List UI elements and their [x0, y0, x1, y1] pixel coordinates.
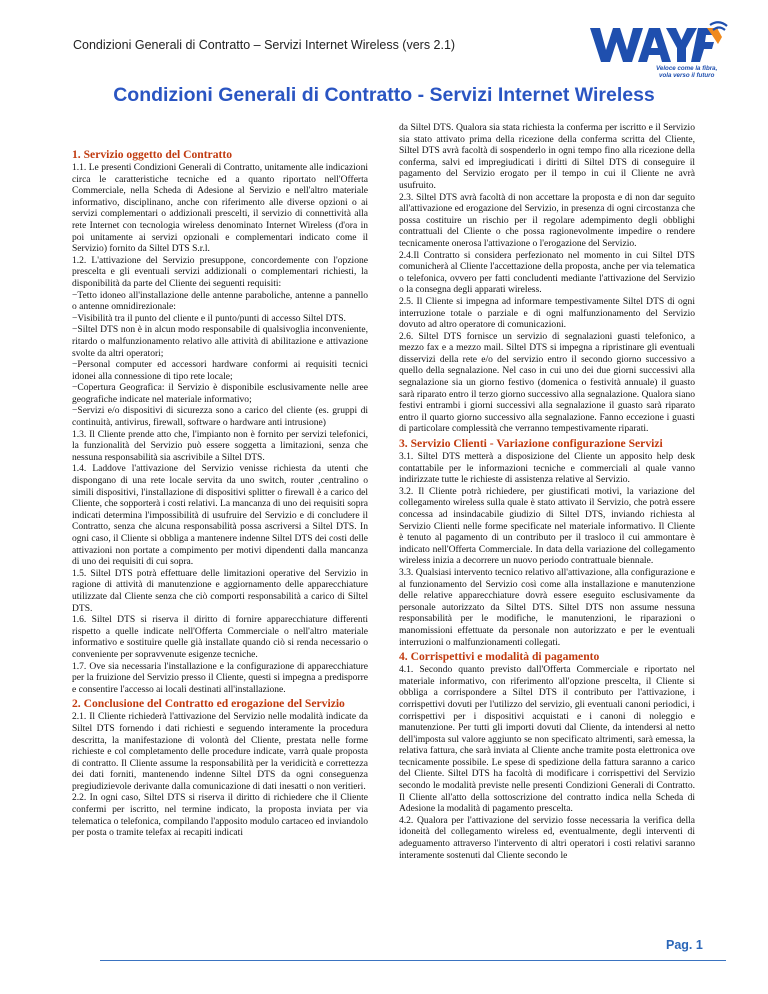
paragraph: 1.1. Le presenti Condizioni Generali di Contratto, unitamente alle indicazioni circa le caratteristiche tecniche ed a quanto riportato nell'Offerta Commerciale, nella Scheda di Adesione al Servizio e nell'altro materiale informativo, disciplinano, anche con riferimento alle diverse opzioni o ai servizi complementari o addizionali prescelti, il servizio di connettività alla rete Internet con tecnologia wireless denominato Internet Wireless (d'ora in poi unitamente ai servizi opzionali e complementari indicato come il Servizio) fornito da Siltel DTS S.r.l. — [72, 162, 368, 255]
paragraph: 1.5. Siltel DTS potrà effettuare delle limitazioni operative del Servizio in ragione di attività di manutenzione e aggiornamento delle apparecchiature utilizzate dal Cliente senza che ciò comporti responsabilità a carico di Siltel DTS. — [72, 567, 368, 614]
paragraph: 2.2. In ogni caso, Siltel DTS si riserva il diritto di richiedere che il Cliente confermi per iscritto, nel termine indicato, la proposta inviata per via telematica o telefonica, compilando l'apposito modulo cartaceo ed inviandolo per posta o tramite telefax ai recapiti indicati — [72, 792, 368, 839]
section-heading: 1. Servizio oggetto del Contratto — [72, 148, 233, 161]
paragraph: 2.3. Siltel DTS avrà facoltà di non accettare la proposta e di non dar seguito all'attivazione ed erogazione del Servizio, in presenza di ogni circostanza che possa costituire un rischio per il regolare adempimento degli obblighi contrattuali del Cliente o che possa ragionevolmente impedire o rendere tecnicamente onerosa l'attivazione o l'erogazione del Servizio. — [399, 191, 695, 249]
running-header: Condizioni Generali di Contratto – Servizi Internet Wireless (vers 2.1) — [73, 38, 456, 52]
paragraph: 4.2. Qualora per l'attivazione del servizio fosse necessaria la verifica della idoneità del collegamento wireless ed, eventualmente, degli interventi di adeguamento attraverso l'intervento di altri operatori i costi relativi saranno interamente sostenuti dal Cliente secondo le — [399, 814, 695, 861]
paragraph: 1.6. Siltel DTS si riserva il diritto di fornire apparecchiature differenti rispetto a quelle indicate nell'Offerta Commerciale o nell'altro materiale informativo e sostituire quelle già installate quando ciò si renda necessario o conveniente per sopravvenute esigenze tecniche. — [72, 614, 368, 660]
paragraph: da Siltel DTS. Qualora sia stata richiesta la conferma per iscritto e il Servizio sia stato attivato prima della ricezione della conferma scritta del Cliente, Siltel DTS avrà facoltà di sospenderlo in ogni tempo fino alla ricezione della conferma, salvi ed impregiudicati i diritti di Siltel DTS di conseguire il pagamento del Servizio erogato per il tempo in cui il Cliente ne avrà usufruito. — [399, 122, 695, 191]
paragraph: 2.6. Siltel DTS fornisce un servizio di segnalazioni guasti telefonico, a mezzo fax e a mezzo mail. Siltel DTS si impegna a ripristinare gli eventuali disservizi della rete e/o del servizio entro il secondo giorno successivo a quello della segnalazione. Nel caso in cui uno dei due giorni successivi alla segnalazione sia un giorno festivo (domenica o festività annuale) il guasto sarà riparato entro il terzo giorno successivo alla segnalazione. Qualora siano festivi entrambi i giorni successivi alla segnalazione il guasto sarà riparato entro il quarto giorno successivo alla segnalazione. Fanno eccezione i guasti di particolare complessità che verranno tempestivamente riparati. — [399, 330, 695, 435]
wayfy-logo — [586, 18, 728, 80]
paragraph: 3.1. Siltel DTS metterà a disposizione del Cliente un apposito help desk contattabile per le informazioni tecniche e commerciali al quale vanno indirizzate tutte le richieste di assistenza relative al Servizio. — [399, 451, 695, 486]
paragraph: −Siltel DTS non è in alcun modo responsabile di qualsivoglia inconveniente, ritardo o malfunzionamento relativo alle attività di abilitazione e attivazione svolte da altri operatori; — [72, 324, 368, 359]
paragraph: 4.1. Secondo quanto previsto dall'Offerta Commerciale e riportato nel materiale informativo, con riferimento all'opzione prescelta, il Cliente si obbliga a corrispondere a Siltel DTS il contributo per l'attivazione, i corrispettivi dovuti per l'utilizzo del servizio, gli eventuali canoni periodici, i corrispettivi per i dispositivi acquistati e i canoni di noleggio e manutenzione. Per tutti gli importi dovuti dal Cliente, da intendersi al netto dell'imposta sul valore aggiunto se non specificato altrimenti, sarà emessa, la relativa fattura, che sarà inviata al Cliente anche tramite posta elettronica ove tecnicamente possibile. Le spese di spedizione della fattura saranno a carico del Cliente. Siltel DTS ha facoltà di modificare i corrispettivi del Servizio secondo le modalità previste nelle presenti Condizioni Generali di Contratto. Il Cliente all'atto della sottoscrizione del contratto indica nella Scheda di Adesione la modalità di pagamento prescelta. — [399, 664, 695, 815]
right-column — [399, 122, 695, 861]
section-heading: 4. Corrispettivi e modalità di pagamento — [399, 650, 600, 664]
paragraph: −Servizi e/o dispositivi di sicurezza sono a carico del cliente (es. gruppi di continuità, antivirus, firewall, software o hardware anti intrusione) — [72, 405, 368, 429]
logo-tagline-1: Veloce come la fibra, — [656, 65, 718, 72]
paragraph: −Visibilità tra il punto del cliente e il punto/punti di accesso Siltel DTS. — [72, 312, 346, 324]
logo-tagline-2: vola verso il futuro — [659, 72, 715, 79]
footer-divider — [100, 960, 726, 961]
paragraph: −Copertura Geografica: il Servizio è disponibile esclusivamente nelle aree geografiche indicate nel materiale informativo; — [72, 382, 368, 405]
paragraph: −Tetto idoneo all'installazione delle antenne paraboliche, antenne a pannello o antenne omnidirezionale: — [72, 289, 368, 313]
paragraph: 3.3. Qualsiasi intervento tecnico relativo all'attivazione, alla configurazione e al funzionamento del Servizio così come alla installazione e manutenzione delle relative apparecchiature dovrà essere eseguito esclusivamente da personale autorizzato da Siltel DTS. Siltel DTS non assume nessuna responsabilità per le modifiche, le manutenzioni, le riparazioni o manomissioni effettuate da personale non autorizzato e per le eventuali interruzioni o malfunzionamenti collegati. — [399, 566, 695, 648]
paragraph: 3.2. Il Cliente potrà richiedere, per giustificati motivi, la variazione del collegamento wireless sulla quale è stato attivato il Servizio, che potrà essere concessa ad insindacabile giudizio di Siltel DTS, inviando richiesta al Servizio Clienti nelle forme specificate nel materiale informativo. Il Cliente è tenuto al pagamento di un contributo per il trasloco il cui ammontare è indicato nell'Offerta Commerciale. In data della variazione del collegamento wireless inizia a decorrere un nuovo periodo contrattuale biennale. — [399, 485, 695, 567]
section-heading: 2. Conclusione del Contratto ed erogazione del Servizio — [72, 697, 345, 711]
paragraph: 1.7. Ove sia necessaria l'installazione e la configurazione di apparecchiature per la fruizione del Servizio presso il Cliente, questi si impegna a predisporre e consentire l'accesso ai locali destinati all'installazione. — [72, 660, 368, 695]
paragraph: 2.5. Il Cliente si impegna ad informare tempestivamente Siltel DTS di ogni interruzione totale o parziale e di ogni malfunzionamento del Servizio dovuto ad altro operatore di comunicazioni. — [399, 295, 695, 331]
section-heading: 3. Servizio Clienti - Variazione configurazione Servizi — [399, 437, 663, 451]
paragraph: 1.4. Laddove l'attivazione del Servizio venisse richiesta da utenti che dispongano di una rete locale servita da uno switch, router ,centralino o simili dispositivi, l'installazione di dispositivi splitter o firewall è a carico del Cliente, che sopporterà i costi relativi. La mancanza di uno dei requisiti sopra indicati determina l'impossibilità di usufruire del Servizio e di concludere il Contratto, senza che alcuna responsabilità possa ascriversi a Siltel DTS. In ogni caso, il Cliente si obbliga a mantenere indenne Siltel DTS dei costi delle attivazioni non portate a compimento per motivi dipendenti dalla mancanza di uno dei requisiti di cui sopra. — [72, 463, 368, 568]
paragraph: 1.3. Il Cliente prende atto che, l'impianto non è fornito per servizi telefonici, la funzionalità del Servizio può essere soggetta a limitazioni, senza che nessuna responsabilità sia ascrivibile a Siltel DTS. — [72, 428, 368, 463]
paragraph: 1.2. L'attivazione del Servizio presuppone, concordemente con l'opzione prescelta e gli eventuali servizi addizionali o complementari richiesti, la disponibilità da parte del Cliente dei seguenti requisiti: — [72, 254, 368, 289]
page-number: Pag. 1 — [666, 938, 703, 952]
paragraph: 2.1. Il Cliente richiederà l'attivazione del Servizio nelle modalità indicate da Siltel DTS fornendo i dati richiesti e seguendo interamente la procedura descritta, la manifestazione di volontà del Cliente, prestata nelle forme richieste e col completamento delle procedure indicate, varrà quale proposta di contratto. Il Cliente assume la responsabilità per la veridicità e correttezza dei dati forniti, mantenendo indenne Siltel DTS da ogni conseguenza pregiudizievole derivante dalla comunicazione di dati inesatti o non veritieri. — [72, 711, 368, 792]
left-column — [72, 148, 368, 839]
paragraph: 2.4.Il Contratto si considera perfezionato nel momento in cui Siltel DTS comunicherà al Cliente l'accettazione della proposta, anche per via telematica o telefonica, ovvero per fatti concludenti mediante l'attivazione del Servizio o la consegna degli apparati wireless. — [399, 249, 695, 296]
paragraph: −Personal computer ed accessori hardware conformi ai requisiti tecnici idonei alla connessione di tipo rete locale; — [72, 359, 368, 382]
document-title: Condizioni Generali di Contratto - Servizi Internet Wireless — [113, 84, 655, 106]
